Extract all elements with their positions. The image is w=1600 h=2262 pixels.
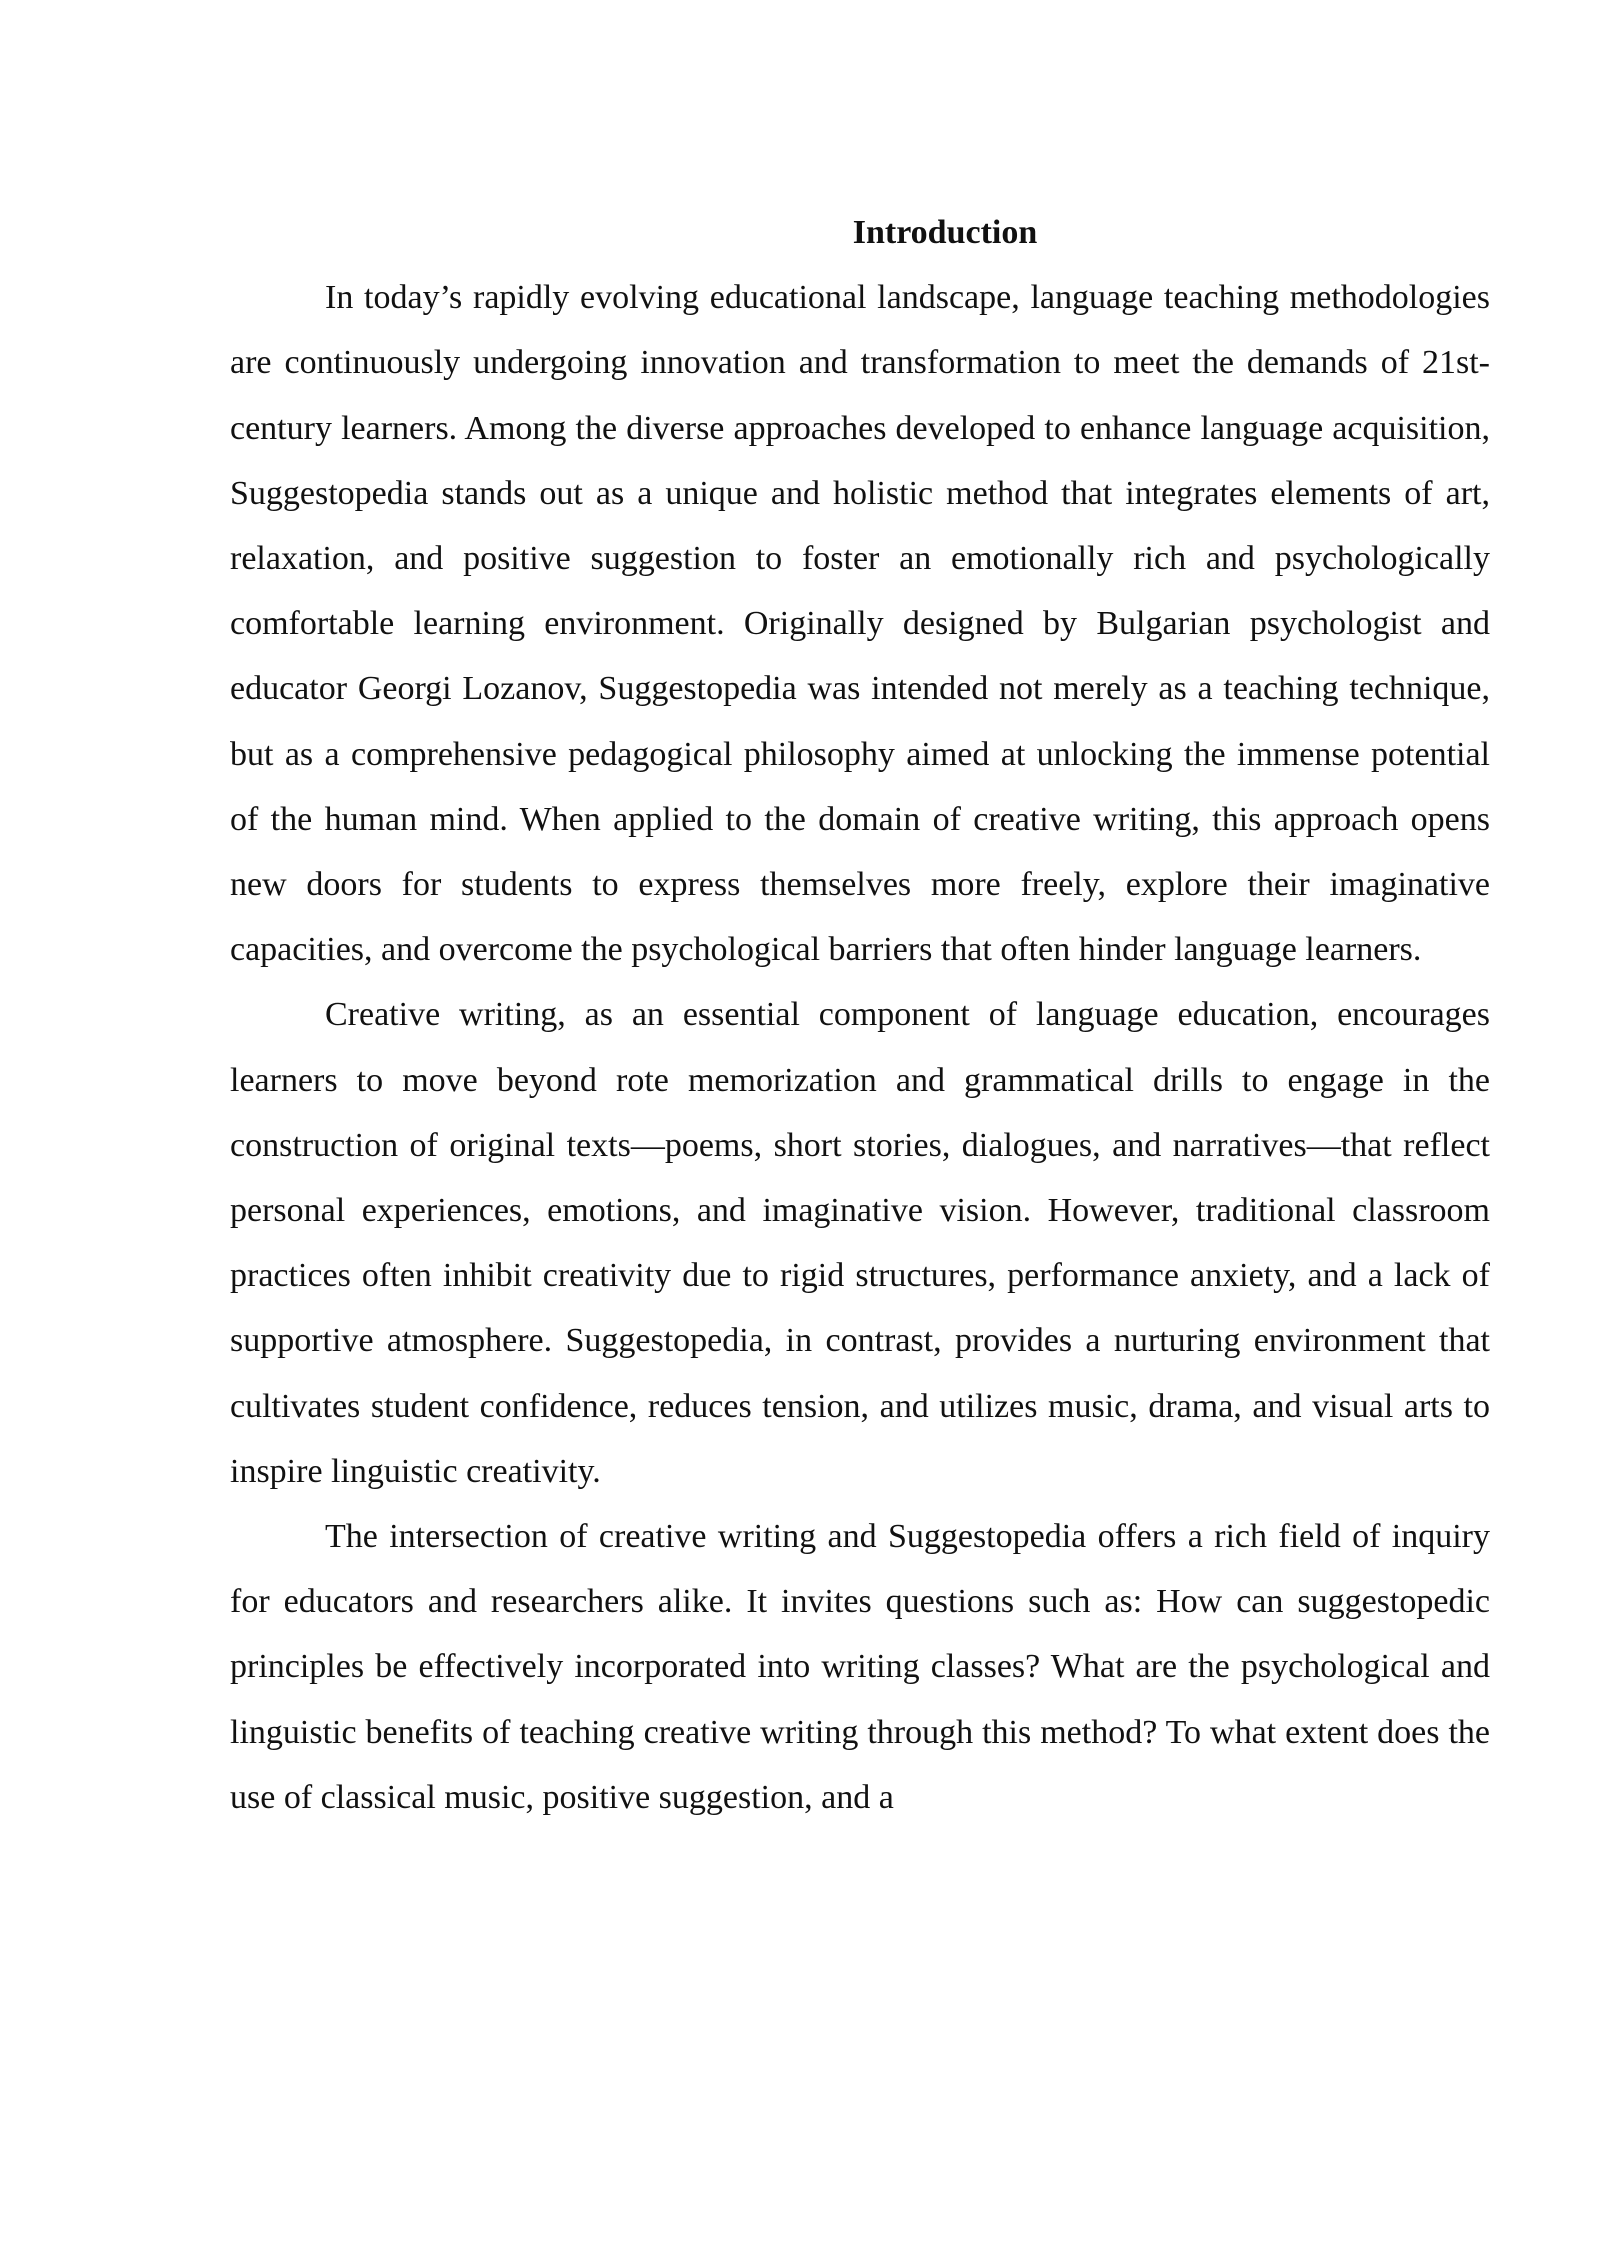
paragraph-2: Creative writing, as an essential component of language education, encourages learners to move beyond rote memorization and grammatical drills to engage in the construction of original texts—poems, short stories, dialogues, and narratives—that reflect personal experiences, emotions, and imaginative vision. However, traditional classroom practices often inhibit creativity due to rigid structures, performance anxiety, and a lack of supportive atmosphere. Suggestopedia, in contrast, provides a nurturing environment that cultivates student confidence, reduces tension, and utilizes music, drama, and visual arts to inspire linguistic creativity. [230,996,1490,1490]
paragraph-1: In today’s rapidly evolving educational landscape, language teaching methodologies are continuously undergoing innovation and transformation to meet the demands of 21st-century learners. Among the diverse approaches developed to enhance language acquisition, Suggestopedia stands out as a unique and holistic method that integrates elements of art, relaxation, and positive suggestion to foster an emotionally rich and psychologically comfortable learning environment. Originally designed by Bulgarian psychologist and educator Georgi Lozanov, Suggestopedia was intended not merely as a teaching technique, but as a comprehensive pedagogical philosophy aimed at unlocking the immense potential of the human mind. When applied to the domain of creative writing, this approach opens new doors for students to express themselves more freely, explore their imaginative capacities, and overcome the psychological barriers that often hinder language learners. [230,279,1490,969]
paragraph-3: The intersection of creative writing and Suggestopedia offers a rich field of inquiry for educators and researchers alike. It invites questions such as: How can suggestopedic principles be effectively incorporated into writing classes? What are the psychological and linguistic benefits of teaching creative writing through this method? To what extent does the use of classical music, positive suggestion, and a [230,1518,1490,1816]
document-body [230,200,1490,1830]
page-title: Introduction [852,214,1038,251]
